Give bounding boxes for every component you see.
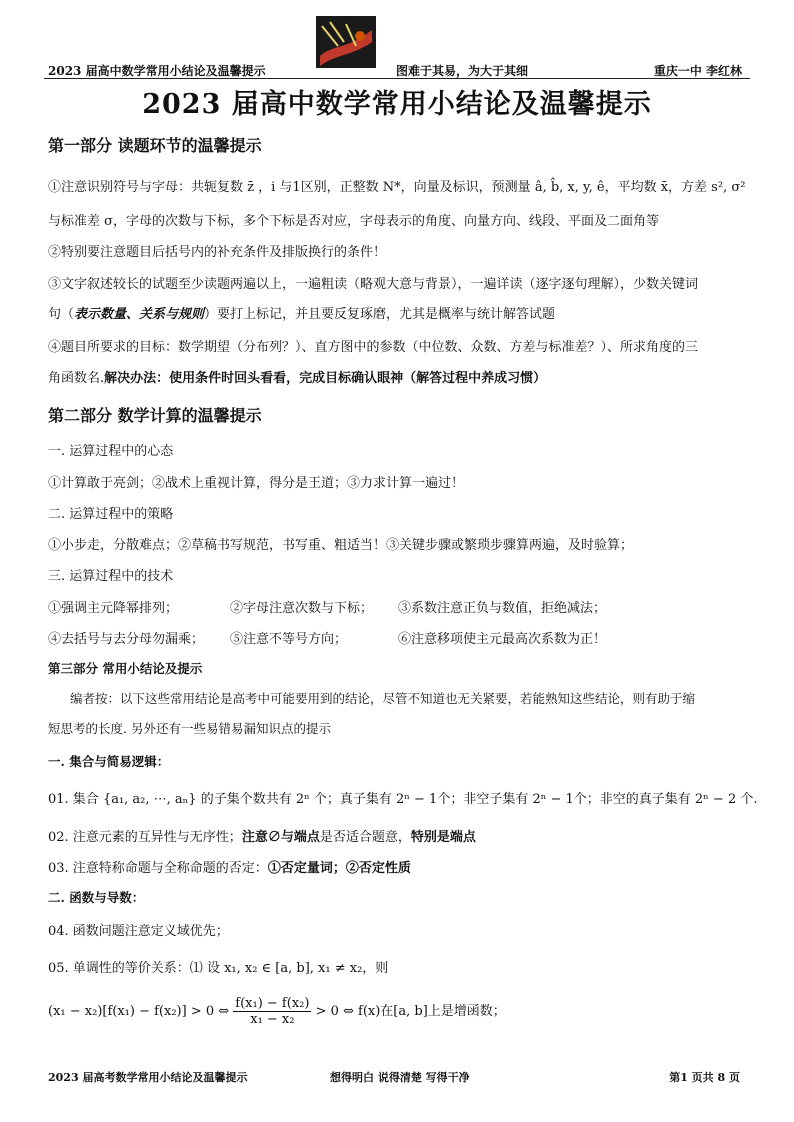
formula-denominator: x₁ − x₂ <box>250 1012 295 1027</box>
part3-heading: 第三部分 常用小结论及提示 <box>48 661 203 676</box>
part2-section2-text: ①小步走，分散难点；②草稿书写规范，书写重、粗适当！③关键步骤或繁琐步骤算两遍，及时验算； <box>48 538 634 553</box>
header-author: 重庆一中 李红林 <box>653 64 742 78</box>
part1-item4-pre: 角函数名. <box>48 371 105 386</box>
footer-motto: 想得明白 说得清楚 写得干净 <box>330 1071 470 1084</box>
header-logo-image <box>316 16 376 68</box>
page-title: 2023 届高中数学常用小结论及温馨提示 <box>142 89 652 120</box>
part2-tech-5: ⑤注意不等号方向； <box>230 632 348 647</box>
part1-item3-post: ）要打上标记，并且要反复琢磨，尤其是概率与统计解答试题 <box>204 307 556 322</box>
formula-numerator: f(x₁) − f(x₂) <box>235 996 310 1011</box>
formula-left: (x₁ − x₂)[f(x₁) − f(x₂)] > 0 ⇔ <box>48 1004 234 1019</box>
page-header <box>44 60 750 79</box>
part2-section1-title: 一. 运算过程中的心态 <box>48 444 174 459</box>
part2-tech-6: ⑥注意移项使主元最高次系数为正！ <box>398 632 607 647</box>
item-03-pre: 03. 注意特称命题与全称命题的否定： <box>48 861 268 876</box>
formula-fraction <box>233 996 311 1027</box>
part1-item2: ②特别要注意题目后括号内的补充条件及排版换行的条件！ <box>48 245 387 260</box>
formula-right: > 0 ⇔ f(x)在[a, b]上是增函数； <box>311 1004 506 1019</box>
part2-tech-4: ④去括号与去分母勿漏乘； <box>48 632 205 647</box>
item-02-mid: 是否适合题意， <box>319 830 411 845</box>
item-01: 01. 集合 {a₁, a₂, ⋯, aₙ} 的子集个数共有 2ⁿ 个；真子集有 2ⁿ − 1个；非空子集有 2ⁿ − 1个；非空的真子集有 2ⁿ − 2 个. <box>48 792 758 807</box>
part3-section1-title: 一. 集合与简易逻辑： <box>48 754 170 769</box>
item-03-emphasis: ①否定量词；②否定性质 <box>267 861 411 876</box>
item-05: 05. 单调性的等价关系：⑴ 设 x₁, x₂ ∈ [a, b], x₁ ≠ x₂，则 <box>48 961 389 976</box>
part1-item4-line2 <box>48 367 546 386</box>
part1-item4-solution: 解决办法：使用条件时回头看看，完成目标确认眼神（解答过程中养成习惯） <box>104 371 547 386</box>
part3-editor-note-line2: 短思考的长度. 另外还有一些易错易漏知识点的提示 <box>48 721 331 736</box>
header-motto: 图难于其易，为大于其细 <box>396 64 529 78</box>
part1-item3-line2 <box>48 303 555 322</box>
footer-page-number: 第1 页共 8 页 <box>669 1071 740 1084</box>
header-left-text: 2023 届高中数学常用小结论及温馨提示 <box>48 64 266 78</box>
item-04: 04. 函数问题注意定义域优先； <box>48 924 229 939</box>
part3-section2-title: 二. 函数与导数： <box>48 890 145 905</box>
footer-left-text: 2023 届高考数学常用小结论及温馨提示 <box>48 1071 248 1084</box>
item-02-emphasis-1: 注意∅与端点 <box>241 830 320 845</box>
part2-heading: 第二部分 数学计算的温馨提示 <box>48 406 262 425</box>
page-footer <box>48 1069 750 1085</box>
item-03 <box>48 857 411 876</box>
part1-item3-pre: 句（ <box>48 307 75 322</box>
item-02-pre: 02. 注意元素的互异性与无序性； <box>48 830 242 845</box>
part2-section2-title: 二. 运算过程中的策略 <box>48 507 174 522</box>
part1-item3-emphasis: 表示数量、关系与规则 <box>74 307 205 322</box>
part2-tech-3: ③系数注意正负与数值，拒绝减法； <box>398 601 607 616</box>
part1-item1-line1: ①注意识别符号与字母：共轭复数 z̄ ，i 与1区别，正整数 N*，向量及标识，预测量 â, b̂, x, y, ê，平均数 x̄，方差 s², σ² <box>48 180 746 195</box>
formula-monotonic-equivalence <box>48 996 506 1027</box>
part1-item4-line1: ④题目所要求的目标：数学期望（分布列？）、直方图中的参数（中位数、众数、方差与标准差？）、所求角度的三 <box>48 340 699 355</box>
item-02-emphasis-2: 特别是端点 <box>410 830 476 845</box>
part2-tech-2: ②字母注意次数与下标； <box>230 601 374 616</box>
item-02 <box>48 826 476 845</box>
part2-section3-title: 三. 运算过程中的技术 <box>48 569 174 584</box>
part2-section1-text: ①计算敢于亮剑；②战术上重视计算，得分是王道；③力求计算一遍过！ <box>48 476 465 491</box>
part1-heading: 第一部分 读题环节的温馨提示 <box>48 136 262 155</box>
part3-editor-note-line1: 编者按：以下这些常用结论是高考中可能要用到的结论，尽管不知道也无关紧要，若能熟知这些结论，则有助于缩 <box>70 691 696 706</box>
part1-item1-line2: 与标准差 σ，字母的次数与下标，多个下标是否对应，字母表示的角度、向量方向、线段、平面及二面角等 <box>48 214 660 229</box>
part1-item3-line1: ③文字叙述较长的试题至少读题两遍以上，一遍粗读（略观大意与背景），一遍详读（逐字逐句理解），少数关键词 <box>48 277 699 292</box>
part2-tech-1: ①强调主元降幂排列； <box>48 601 179 616</box>
